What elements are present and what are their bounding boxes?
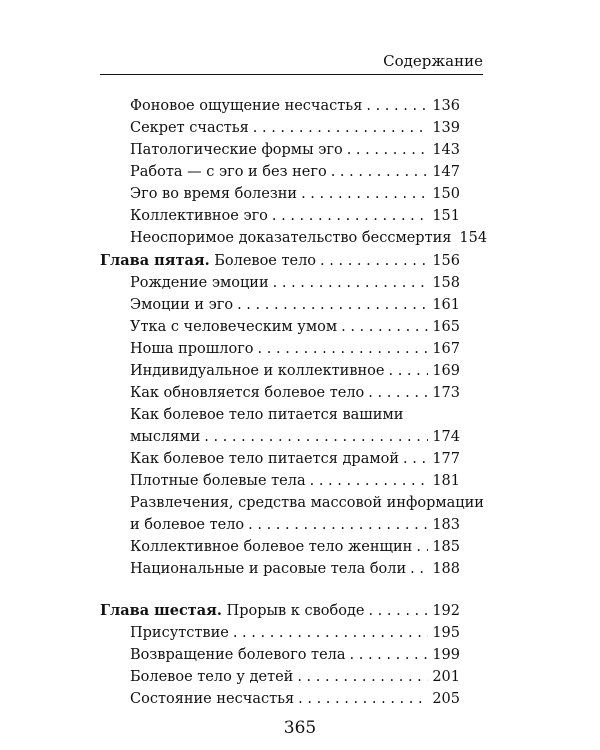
- toc-entry: [130, 538, 460, 556]
- dot-leader: [410, 560, 428, 578]
- toc-entry: [130, 207, 460, 225]
- dot-leader: [237, 296, 428, 314]
- toc-entry-page: 167: [432, 341, 460, 357]
- toc-entry-title: мыслями: [130, 429, 201, 445]
- toc-entry: [130, 472, 460, 490]
- toc-entry-title: Фоновое ощущение несчастья: [130, 98, 363, 114]
- toc-entry: [130, 141, 460, 159]
- toc-entry-page: 143: [432, 142, 460, 158]
- dot-leader: [272, 207, 428, 225]
- toc-entry-page: 161: [432, 297, 460, 313]
- dot-leader: [368, 602, 428, 620]
- dot-leader: [273, 274, 429, 292]
- dot-leader: [297, 668, 428, 686]
- dot-leader: [388, 362, 428, 380]
- toc-entry: [130, 163, 460, 181]
- dot-leader: [347, 141, 429, 159]
- toc-entry-page: 139: [432, 120, 460, 136]
- toc-entry-title: Рождение эмоции: [130, 275, 269, 291]
- toc-entry-title: Работа — с эго и без него: [130, 164, 327, 180]
- chapter-heading: [100, 602, 460, 620]
- toc-entry-title: Индивидуальное и коллективное: [130, 363, 385, 379]
- toc-entry-title: Патологические формы эго: [130, 142, 343, 158]
- dot-leader: [366, 97, 428, 115]
- chapter-page: 192: [432, 603, 460, 619]
- toc-entry-page: 158: [432, 275, 460, 291]
- chapter-title: [100, 252, 316, 270]
- toc-entry-page: 205: [432, 691, 460, 707]
- toc-entry-title: Плотные болевые тела: [130, 473, 306, 489]
- toc-entry-page: 181: [432, 473, 460, 489]
- toc-entry: [130, 428, 460, 446]
- chapter-name: Прорыв к свободе: [226, 603, 365, 619]
- dot-leader: [204, 428, 428, 446]
- toc-entry-page: 136: [432, 98, 460, 114]
- page-number: 365: [283, 718, 317, 738]
- chapter-name: Болевое тело: [214, 253, 317, 269]
- toc-entry-page: 177: [432, 451, 460, 467]
- toc-entry-page: 199: [432, 647, 460, 663]
- toc-entry-title: Как болевое тело питается драмой: [130, 451, 400, 467]
- dot-leader: [368, 384, 428, 402]
- toc-entry-page: 188: [432, 561, 460, 577]
- toc-entry-title: Состояние несчастья: [130, 691, 295, 707]
- toc-entry: [130, 362, 460, 380]
- toc-entry-page: 201: [432, 669, 460, 685]
- toc-entry-page: 147: [432, 164, 460, 180]
- toc-entry-title: Секрет счастья: [130, 120, 249, 136]
- toc-entry: [130, 340, 460, 358]
- toc-entry: [130, 668, 460, 686]
- toc-entry-title: Как обновляется болевое тело: [130, 385, 365, 401]
- toc-entry-title: Ноша прошлого: [130, 341, 254, 357]
- toc-entry: [130, 450, 460, 468]
- dot-leader: [341, 318, 428, 336]
- dot-leader: [416, 538, 428, 556]
- running-head: Содержание: [100, 50, 483, 75]
- dot-leader: [253, 119, 429, 137]
- dot-leader: [258, 340, 429, 358]
- dot-leader: [320, 252, 428, 270]
- dot-leader: [331, 163, 429, 181]
- chapter-page: 156: [432, 253, 460, 269]
- toc-entry: [130, 185, 460, 203]
- toc-entry: [130, 318, 460, 336]
- toc-entry-page: 151: [432, 208, 460, 224]
- toc-entry: [130, 624, 460, 642]
- toc-entry: [130, 560, 460, 578]
- toc-entry-title: Эмоции и эго: [130, 297, 234, 313]
- toc-entry-title: Болевое тело у детей: [130, 669, 294, 685]
- dot-leader: [233, 624, 428, 642]
- dot-leader: [310, 472, 429, 490]
- toc-entry-page: 169: [432, 363, 460, 379]
- toc-entry-title: Национальные и расовые тела боли: [130, 561, 407, 577]
- toc-entry: [130, 516, 460, 534]
- toc-entry-page: 185: [432, 539, 460, 555]
- toc-entry: [130, 690, 460, 708]
- toc-entry-page: 150: [432, 186, 460, 202]
- toc-entry-page: 154: [459, 230, 488, 246]
- toc-entry: [130, 384, 460, 402]
- toc-entry-page: 174: [432, 429, 460, 445]
- toc-entry-title: Неоспоримое доказательство бессмертия: [130, 230, 452, 246]
- toc-entry-title: Возвращение болевого тела: [130, 647, 346, 663]
- toc-entry-page: 165: [432, 319, 460, 335]
- toc-entry: [130, 229, 488, 247]
- chapter-label: Глава шестая.: [100, 602, 222, 619]
- toc-entry-title: Эго во время болезни: [130, 186, 298, 202]
- toc-entry-page: 183: [432, 517, 460, 533]
- toc-entry: [130, 119, 460, 137]
- toc-entry: [130, 274, 460, 292]
- dot-leader: [298, 690, 428, 708]
- toc-entry-title-line1: Развлечения, средства массовой информации: [130, 495, 484, 511]
- chapter-title: [100, 602, 364, 620]
- toc-entry-title: Присутствие: [130, 625, 229, 641]
- toc-entry-title: и болевое тело: [130, 517, 245, 533]
- toc-entry-title: Утка с человеческим умом: [130, 319, 338, 335]
- toc-entry-title-line1: Как болевое тело питается вашими: [130, 407, 404, 423]
- toc-entry: [130, 97, 460, 115]
- dot-leader: [350, 646, 429, 664]
- chapter-label: Глава пятая.: [100, 252, 210, 269]
- chapter-heading: [100, 252, 460, 270]
- toc-entry-title: Коллективное болевое тело женщин: [130, 539, 413, 555]
- dot-leader: [403, 450, 428, 468]
- toc-entry-title: Коллективное эго: [130, 208, 268, 224]
- toc-entry: [130, 296, 460, 314]
- toc-entry-page: 195: [432, 625, 460, 641]
- toc-entry: [130, 646, 460, 664]
- dot-leader: [248, 516, 428, 534]
- dot-leader: [301, 185, 428, 203]
- toc-entry-page: 173: [432, 385, 460, 401]
